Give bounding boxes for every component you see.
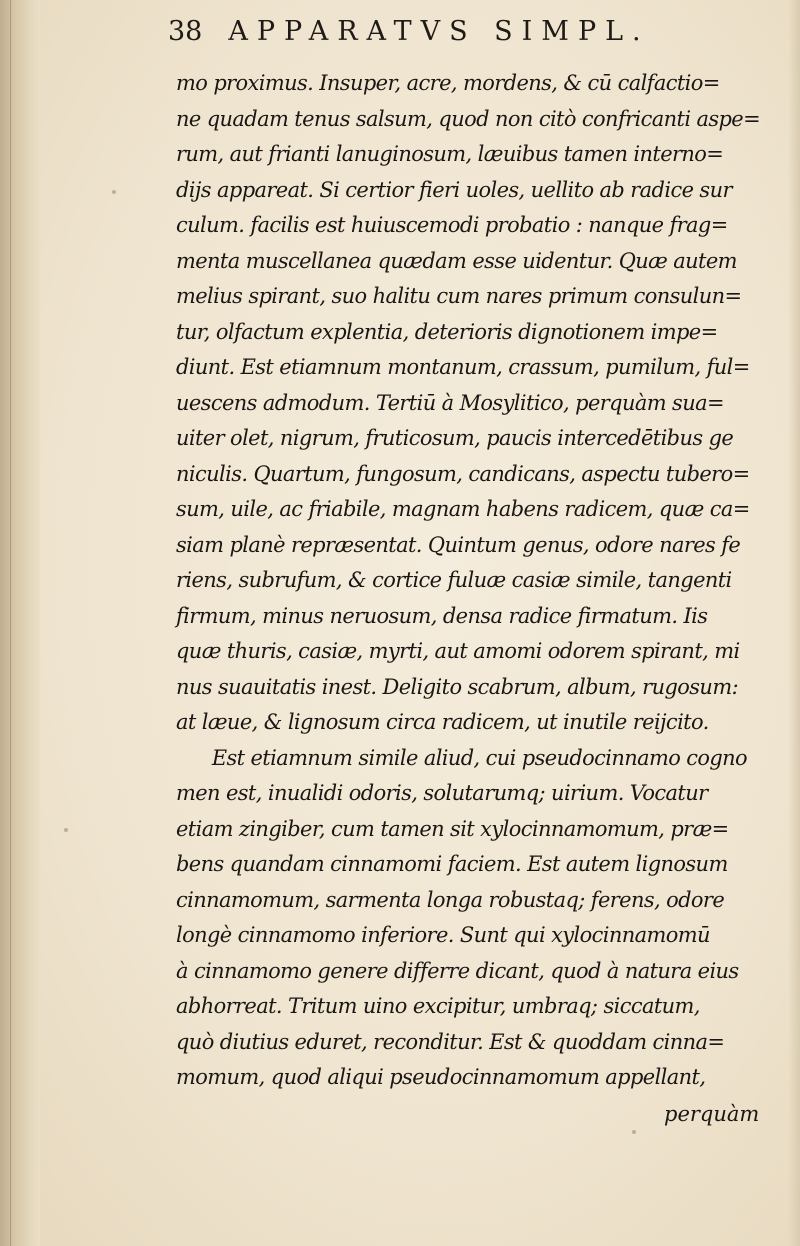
text-line: etiam zingiber, cum tamen sit xylocinnamomum, præ= xyxy=(176,816,729,841)
text-line: culum. facilis est huiuscemodi probatio : nanque frag= xyxy=(176,213,728,237)
text-line: quò diutius eduret, reconditur. Est & quoddam cinna= xyxy=(176,1029,725,1054)
paper-speck xyxy=(64,828,68,832)
text-line: menta muscellanea quædam esse uidentur. Quæ autem xyxy=(176,248,737,273)
text-line: niculis. Quartum, fungosum, candicans, aspectu tubero= xyxy=(176,461,750,486)
text-line: mo proximus. Insuper, acre, mordens, & cū calfactio= xyxy=(176,71,720,95)
text-line: ne quadam tenus salsum, quod non citò confricanti aspe= xyxy=(176,106,761,131)
running-head xyxy=(168,16,728,47)
text-line: à cinnamomo genere differre dicant, quod à natura eius xyxy=(176,958,739,983)
paper-speck xyxy=(632,1130,636,1134)
text-line: dijs appareat. Si certior fieri uoles, uellito ab radice sur xyxy=(176,177,732,202)
text-line: siam planè repræsentat. Quintum genus, odore nares fe xyxy=(176,532,741,557)
running-title: APPARATVS SIMPL. xyxy=(228,16,650,47)
catchword: perquàm xyxy=(664,1102,760,1126)
text-line: longè cinnamomo inferiore. Sunt qui xylocinnamomū xyxy=(176,923,710,947)
page-edge-shadow xyxy=(788,0,800,1246)
page-edge-line xyxy=(10,0,11,1246)
text-line: momum, quod aliqui pseudocinnamomum appellant, xyxy=(176,1065,706,1089)
binding-gutter xyxy=(0,0,40,1246)
text-line: melius spirant, suo halitu cum nares primum consulun= xyxy=(176,284,742,308)
body-text xyxy=(176,66,766,1096)
text-line: at læue, & lignosum circa radicem, ut inutile reijcito. xyxy=(176,710,709,734)
page-number: 38 xyxy=(168,16,203,47)
text-line: cinnamomum, sarmenta longa robustaq; ferens, odore xyxy=(176,887,725,912)
text-line: bens quandam cinnamomi faciem. Est autem lignosum xyxy=(176,852,728,876)
text-line: uescens admodum. Tertiū à Mosylitico, perquàm sua= xyxy=(176,390,724,415)
text-line: tur, olfactum explentia, deterioris dignotionem impe= xyxy=(176,319,718,344)
text-line: riens, subrufum, & cortice fuluæ casiæ simile, tangenti xyxy=(176,568,732,592)
text-line: uiter olet, nigrum, fruticosum, paucis intercedētibus ge xyxy=(176,426,734,450)
text-line: sum, uile, ac friabile, magnam habens radicem, quæ ca= xyxy=(176,497,750,521)
text-line: quæ thuris, casiæ, myrti, aut amomi odorem spirant, mi xyxy=(176,639,740,663)
text-line: rum, aut frianti lanuginosum, læuibus tamen interno= xyxy=(176,142,724,166)
paper-speck xyxy=(112,190,116,194)
text-line: Est etiamnum simile aliud, cui pseudocinnamo cogno xyxy=(211,745,748,770)
text-line: firmum, minus neruosum, densa radice firmatum. Iis xyxy=(176,603,708,628)
text-line: abhorreat. Tritum uino excipitur, umbraq; siccatum, xyxy=(176,994,700,1018)
text-line: nus suauitatis inest. Deligito scabrum, album, rugosum: xyxy=(176,674,739,699)
text-line: men est, inualidi odoris, solutarumq; uirium. Vocatur xyxy=(176,781,708,805)
text-line: diunt. Est etiamnum montanum, crassum, pumilum, ful= xyxy=(176,355,750,379)
